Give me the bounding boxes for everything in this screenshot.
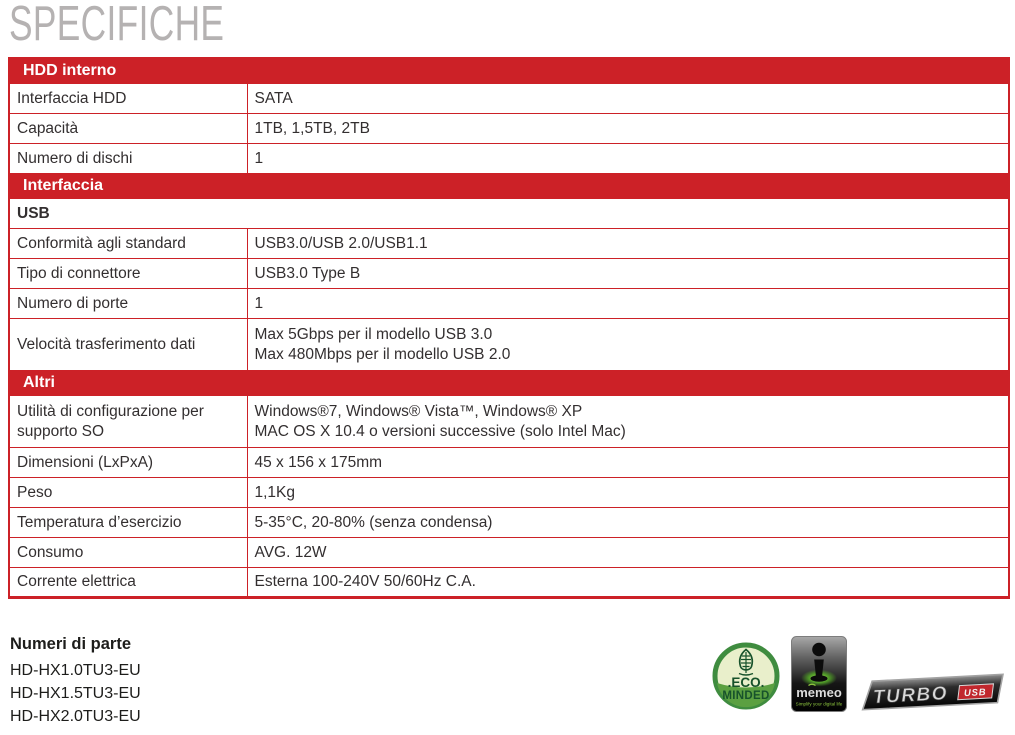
spec-label: Numero di dischi bbox=[9, 144, 247, 174]
table-row bbox=[9, 538, 1009, 568]
section-header: Interfaccia bbox=[9, 174, 1009, 199]
part-number-item: HD-HX2.0TU3-EU bbox=[10, 708, 141, 725]
spec-label: Temperatura d’esercizio bbox=[9, 508, 247, 538]
spec-value: USB3.0/USB 2.0/USB1.1 bbox=[247, 229, 1009, 259]
section-header: HDD interno bbox=[9, 58, 1009, 84]
part-number-item: HD-HX1.0TU3-EU bbox=[10, 662, 141, 679]
spec-value: 45 x 156 x 175mm bbox=[247, 448, 1009, 478]
table-row bbox=[9, 448, 1009, 478]
table-row bbox=[9, 508, 1009, 538]
memeo-wordmark: memeo bbox=[796, 685, 842, 700]
spec-table bbox=[8, 57, 1010, 599]
turbo-usb-logo bbox=[859, 672, 1007, 719]
eco-minded-logo bbox=[712, 642, 780, 715]
table-row bbox=[9, 259, 1009, 289]
memeo-logo bbox=[791, 636, 847, 717]
table-row bbox=[9, 84, 1009, 114]
spec-value: 1,1Kg bbox=[247, 478, 1009, 508]
page-title: SPECIFICHE bbox=[9, 0, 225, 51]
table-row bbox=[9, 478, 1009, 508]
table-row bbox=[9, 229, 1009, 259]
spec-label: Peso bbox=[9, 478, 247, 508]
spec-label: Conformità agli standard bbox=[9, 229, 247, 259]
table-row bbox=[9, 144, 1009, 174]
spec-value: Esterna 100-240V 50/60Hz C.A. bbox=[247, 568, 1009, 598]
spec-value: AVG. 12W bbox=[247, 538, 1009, 568]
spec-value: 1 bbox=[247, 144, 1009, 174]
section-header: Altri bbox=[9, 371, 1009, 396]
part-number-item: HD-HX1.5TU3-EU bbox=[10, 685, 141, 702]
eco-minded-icon bbox=[712, 642, 780, 710]
table-row bbox=[9, 396, 1009, 448]
table-row bbox=[9, 568, 1009, 598]
eco-text: .ECO. bbox=[727, 675, 765, 690]
spec-value: Windows®7, Windows® Vista™, Windows® XP MAC OS X 10.4 o versioni successive (solo Intel Mac) bbox=[247, 396, 1009, 448]
spec-label: Consumo bbox=[9, 538, 247, 568]
person-icon bbox=[812, 643, 826, 657]
part-numbers bbox=[10, 633, 141, 728]
table-row bbox=[9, 319, 1009, 371]
memeo-icon bbox=[791, 636, 847, 712]
spec-value: 1 bbox=[247, 289, 1009, 319]
spec-label: Dimensioni (LxPxA) bbox=[9, 448, 247, 478]
subsection-header: USB bbox=[9, 199, 1009, 229]
table-row bbox=[9, 289, 1009, 319]
spec-value: USB3.0 Type B bbox=[247, 259, 1009, 289]
spec-value: Max 5Gbps per il modello USB 3.0 Max 480Mbps per il modello USB 2.0 bbox=[247, 319, 1009, 371]
spec-label: Interfaccia HDD bbox=[9, 84, 247, 114]
spec-label: Corrente elettrica bbox=[9, 568, 247, 598]
table-row bbox=[9, 114, 1009, 144]
spec-value: 5-35°C, 20-80% (senza condensa) bbox=[247, 508, 1009, 538]
spec-label: Velocità trasferimento dati bbox=[9, 319, 247, 371]
usb-text: USB bbox=[963, 687, 987, 700]
minded-text: MINDED bbox=[722, 690, 770, 702]
turbo-text: TURBO bbox=[872, 683, 949, 709]
section-row-interfaccia bbox=[9, 174, 1009, 199]
spec-value: SATA bbox=[247, 84, 1009, 114]
section-row-hdd-interno bbox=[9, 58, 1009, 84]
turbo-usb-icon bbox=[859, 672, 1007, 714]
subsection-row-usb bbox=[9, 199, 1009, 229]
part-numbers-heading: Numeri di parte bbox=[10, 635, 132, 653]
spec-label: Tipo di connettore bbox=[9, 259, 247, 289]
spec-label: Capacità bbox=[9, 114, 247, 144]
memeo-tagline: Simplify your digital life bbox=[795, 701, 843, 707]
spec-label: Utilità di configurazione per supporto SO bbox=[9, 396, 247, 448]
spec-label: Numero di porte bbox=[9, 289, 247, 319]
section-row-altri bbox=[9, 371, 1009, 396]
spec-value: 1TB, 1,5TB, 2TB bbox=[247, 114, 1009, 144]
